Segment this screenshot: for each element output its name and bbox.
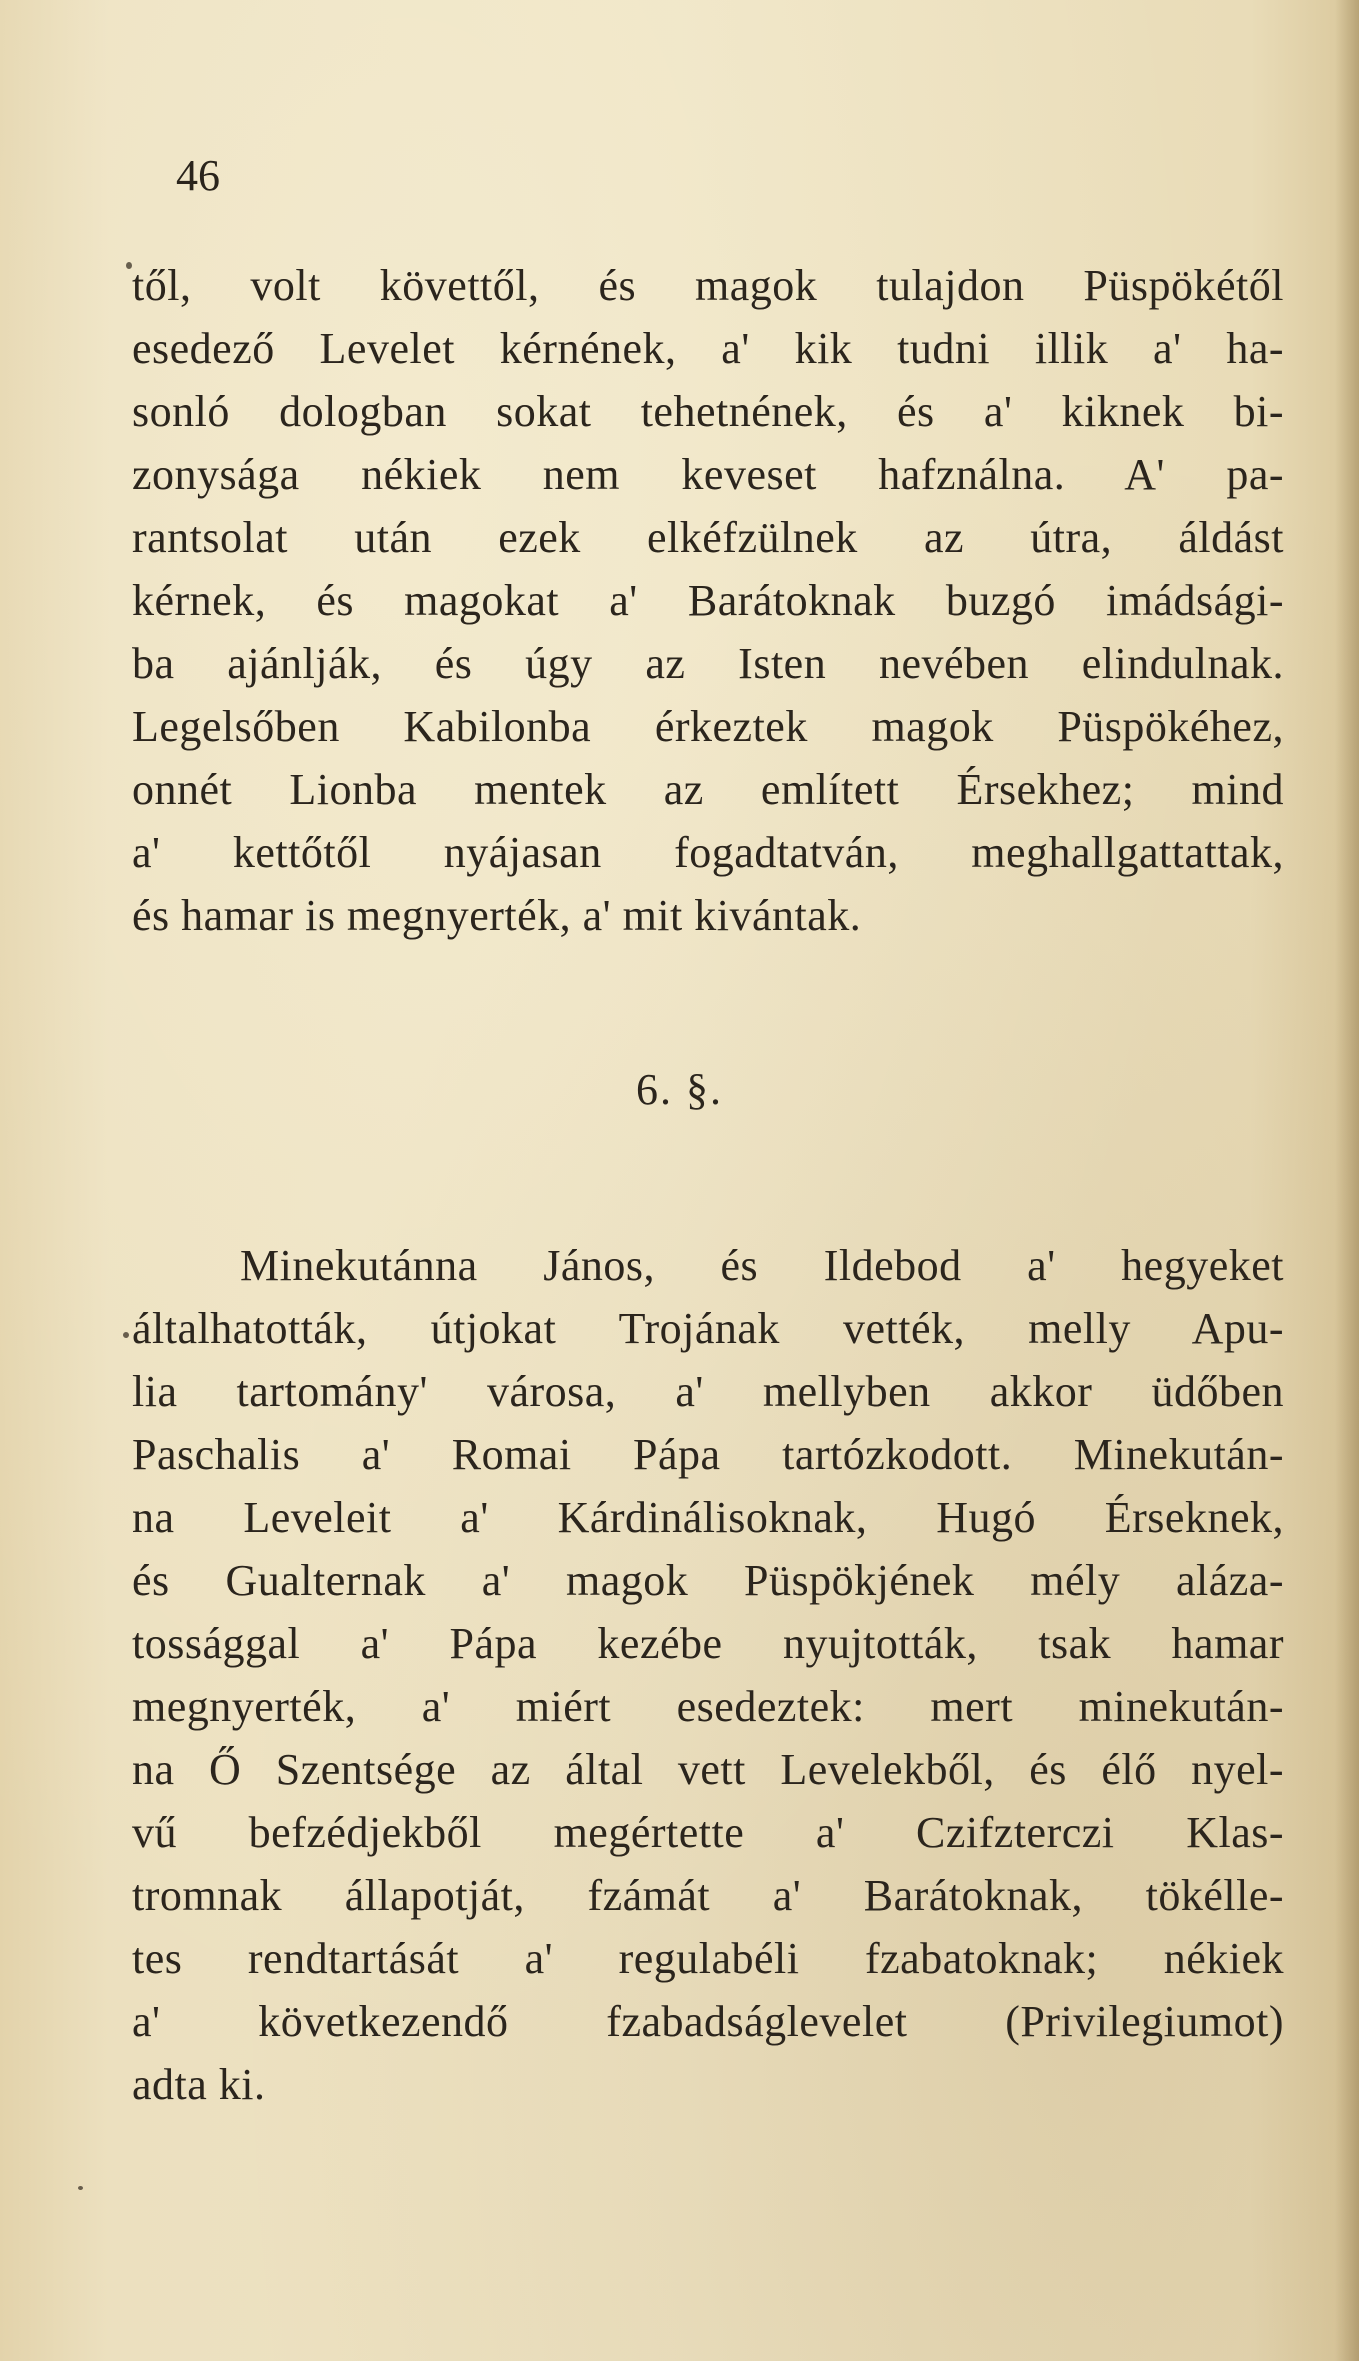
- paragraph-1: [132, 254, 1284, 947]
- text-line: kérnek, és magokat a' Barátoknak buzgó imádsági-: [132, 576, 1284, 625]
- text-line: tossággal a' Pápa kezébe nyujtották, tsak hamar: [132, 1619, 1284, 1668]
- paragraph-2: [132, 1234, 1284, 2116]
- page-edge-shadow: [1335, 0, 1359, 2361]
- text-line: Legelsőben Kabilonba érkeztek magok Püspökéhez,: [132, 702, 1284, 751]
- text-line: a' kettőtől nyájasan fogadtatván, meghallgattattak,: [132, 828, 1284, 877]
- text-line: esedező Levelet kérnének, a' kik tudni illik a' ha-: [132, 324, 1284, 373]
- text-line: és hamar is megnyerték, a' mit kivántak.: [132, 891, 862, 940]
- text-line: na Leveleit a' Kárdinálisoknak, Hugó Érseknek,: [132, 1493, 1284, 1542]
- section-heading: 6. §.: [636, 1065, 723, 1114]
- text-line: na Ő Szentsége az által vett Levelekből, és élő nyel-: [132, 1745, 1284, 1794]
- text-line: lia tartomány' városa, a' mellyben akkor üdőben: [132, 1367, 1284, 1416]
- text-line: és Gualternak a' magok Püspökjének mély aláza-: [132, 1556, 1284, 1605]
- text-line: adta ki.: [132, 2060, 266, 2109]
- text-line: től, volt követtől, és magok tulajdon Püspökétől: [132, 261, 1284, 310]
- page-number: 46: [176, 151, 220, 200]
- text-line: sonló dologban sokat tehetnének, és a' kiknek bi-: [132, 387, 1284, 436]
- text-line: tes rendtartását a' regulabéli fzabatoknak; nékiek: [132, 1934, 1284, 1983]
- text-line: Paschalis a' Romai Pápa tartózkodott. Minekután-: [132, 1430, 1284, 1479]
- paper-speck: [123, 1332, 129, 1338]
- text-line: rantsolat után ezek elkéfzülnek az útra, áldást: [132, 513, 1284, 562]
- paper-speck: [78, 2186, 83, 2190]
- text-line: általhatották, útjokat Trojának vették, melly Apu-: [132, 1304, 1284, 1353]
- text-line: tromnak állapotját, fzámát a' Barátoknak, tökélle-: [132, 1871, 1284, 1920]
- paper-speck: [126, 262, 132, 269]
- text-line: onnét Lionba mentek az említett Érsekhez; mind: [132, 765, 1284, 814]
- text-line: a' következendő fzabadságlevelet (Privilegiumot): [132, 1997, 1284, 2046]
- text-line: Minekutánna János, és Ildebod a' hegyeket: [240, 1241, 1284, 1290]
- text-line: megnyerték, a' miért esedeztek: mert minekután-: [132, 1682, 1284, 1731]
- text-line: ba ajánlják, és úgy az Isten nevében elindulnak.: [132, 639, 1284, 688]
- text-line: vű befzédjekből megértette a' Czifzterczi Klas-: [132, 1808, 1284, 1857]
- text-line: zonysága nékiek nem keveset hafználna. A' pa-: [132, 450, 1284, 499]
